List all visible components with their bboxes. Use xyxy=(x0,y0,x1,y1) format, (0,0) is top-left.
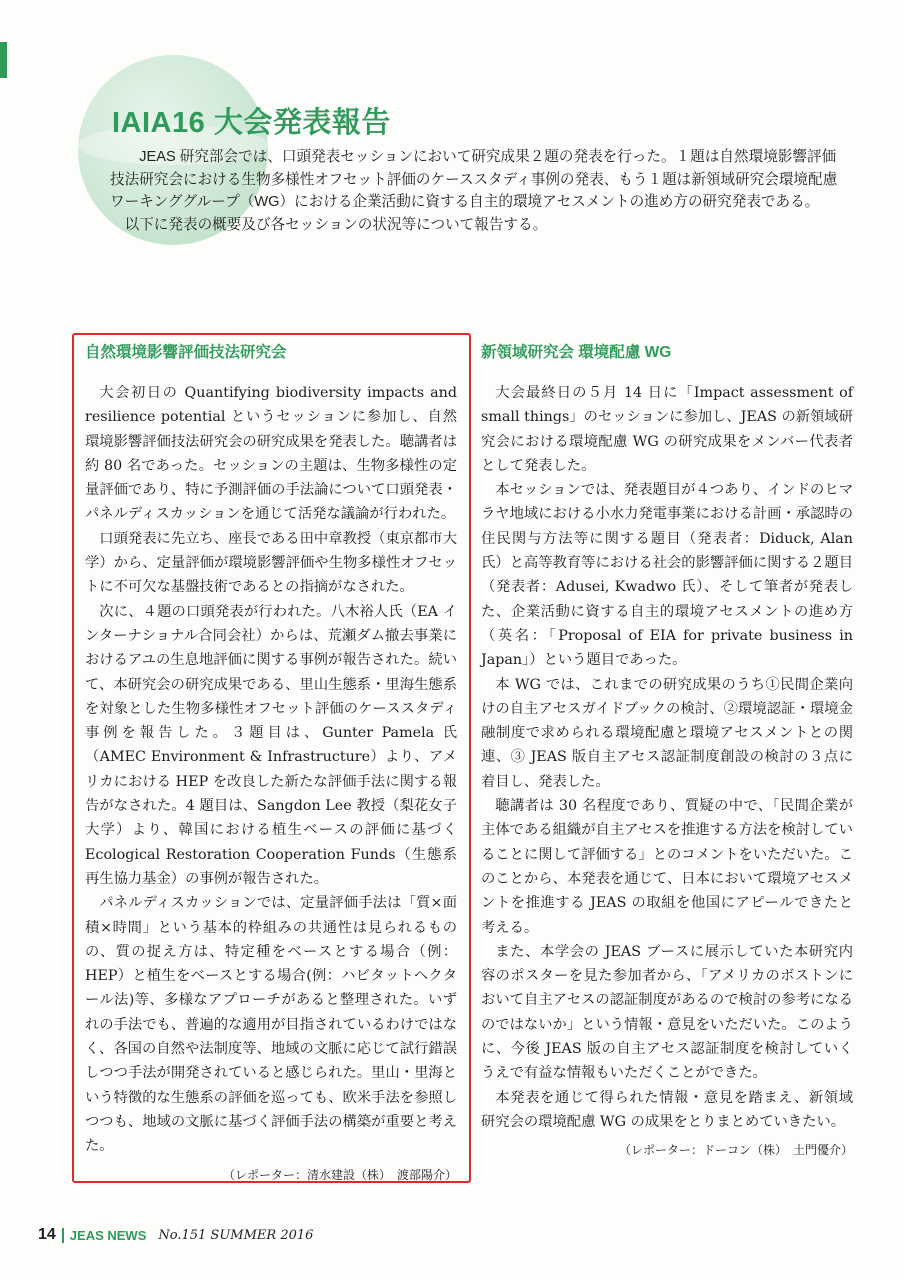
intro-paragraph: 以下に発表の概要及び各セッションの状況等について報告する。 xyxy=(124,216,548,233)
page-footer xyxy=(38,1226,313,1244)
left-article-heading: 自然環境影響評価技法研究会 xyxy=(85,344,287,361)
left-reporter: （レポーター：清水建設（株） 渡部陽介） xyxy=(222,1167,457,1182)
article-paragraph: 大会最終日の５月 14 日に「Impact assessment of small things」のセッションに参加し、JEAS の新領域研究会における環境配慮 WG の研究成果をメンバー代表者として発表した。 xyxy=(481,385,853,474)
article-paragraph: 次に、４題の口頭発表が行われた。八木裕人氏（EA インターナショナル合同会社）からは、荒瀬ダム撤去事業におけるアユの生息地評価に関する事例が報告された。続いて、本研究会の研究成果である、里山生態系・里海生態系を対象とした生物多様性オフセット評価のケーススタディ事例を報告した。３題目は、Gunter Pamela 氏（AMEC Environment & Infrastructure）より、アメリカにおける HEP を改良した新たな評価手法に関する報告がなされた。4 題目は、Sangdon Lee 教授（梨花女子大学）より、韓国における植生ベースの評価に基づく Ecological Restoration Cooperation Funds（生態系再生協力基金）の事例が報告された。 xyxy=(85,603,457,887)
right-article-heading: 新領域研究会 環境配慮 WG xyxy=(481,344,672,361)
article-paragraph: パネルディスカッションでは、定量評価手法は「質×面積×時間」という基本的枠組みの共通性は見られるものの、質の捉え方は、特定種をベースとする場合（例：HEP）と植生をベースとする場合(例：ハビタットヘクタール法)等、多様なアプローチがあると整理された。いずれの手法でも、普遍的な適用が目指されているわけではなく、各国の自然や法制度等、地域の文脈に応じて試行錯誤しつつ手法が開発されていると感じられた。里山・里海という特徴的な生態系の評価を巡っても、欧米手法を参照しつつも、地域の文脈に基づく評価手法の構築が重要と考えた。 xyxy=(85,895,457,1155)
issue-label: No.151 SUMMER 2016 xyxy=(158,1227,314,1243)
footer-divider xyxy=(62,1228,64,1243)
article-paragraph: 本 WG では、これまでの研究成果のうち①民間企業向けの自主アセスガイドブックの検討、②環境認証・環境金融制度で求められる環境配慮と環境アセスメントとの関連、③ JEAS 版自主アセス認証制度創設の検討の３点に着目し、発表した。 xyxy=(481,676,853,790)
article-paragraph: 本発表を通じて得られた情報・意見を踏まえ、新領域研究会の環境配慮 WG の成果をとりまとめていきたい。 xyxy=(481,1089,853,1130)
left-article xyxy=(85,341,457,1187)
article-paragraph: 聴講者は 30 名程度であり、質疑の中で、「民間企業が主体である組織が自主アセスを推進する方法を検討していることに関して評価する」とのコメントをいただいた。このことから、本発表を通じて、日本において環境アセスメントを推進する JEAS の取組を他国にアピールできたと考える。 xyxy=(481,798,853,936)
publication-name: JEAS NEWS xyxy=(69,1227,147,1243)
page-number: 14 xyxy=(38,1226,56,1243)
edge-tab-marker xyxy=(0,42,7,78)
right-article xyxy=(481,341,853,1163)
article-paragraph: 口頭発表に先立ち、座長である田中章教授（東京都市大学）から、定量評価が環境影響評価や生物多様性オフセットに不可欠な基盤技術であるとの指摘がなされた。 xyxy=(85,530,457,596)
article-paragraph: 大会初日の Quantifying biodiversity impacts and resilience potential というセッションに参加し、自然環境影響評価技法研究会の研究成果を発表した。聴講者は約 80 名であった。セッションの主題は、生物多様性の定量評価であり、特に予測評価の手法論について口頭発表・パネルディスカッションを通じて活発な議論が行われた。 xyxy=(85,385,457,523)
article-paragraph: 本セッションでは、発表題目が４つあり、インドのヒマラヤ地域における小水力発電事業における計画・承認時の住民関与方法等に関する題目（発表者：Diduck, Alan 氏）と高等教育等における社会的影響評価に関する２題目（発表者：Adusei, Kwadwo 氏）、そして筆者が発表した、企業活動に資する自主的環境アセスメントの進め方（英名：「Proposal of EIA for private business in Japan」）という題目であった。 xyxy=(481,482,853,669)
right-reporter: （レポーター：ドーコン（株） 土門優介） xyxy=(618,1143,853,1158)
article-paragraph: また、本学会の JEAS ブースに展示していた本研究内容のポスターを見た参加者から、「アメリカのボストンにおいて自主アセスの認証制度があるので検討の参考になるのではないか」という情報・意見をいただいた。このように、今後 JEAS 版の自主アセス認証制度を検討していくうえで有益な情報もいただくことができた。 xyxy=(481,943,853,1082)
intro-text xyxy=(110,146,850,236)
page-title: IAIA16 大会発表報告 xyxy=(112,107,391,139)
intro-paragraph: JEAS 研究部会では、口頭発表セッションにおいて研究成果２題の発表を行った。１題は自然環境影響評価技法研究会における生物多様性オフセット評価のケーススタディ事例の発表、もう１題は新領域研究会環境配慮ワーキンググループ（WG）における企業活動に資する自主的環境アセスメントの進め方の研究発表である。 xyxy=(110,149,838,210)
